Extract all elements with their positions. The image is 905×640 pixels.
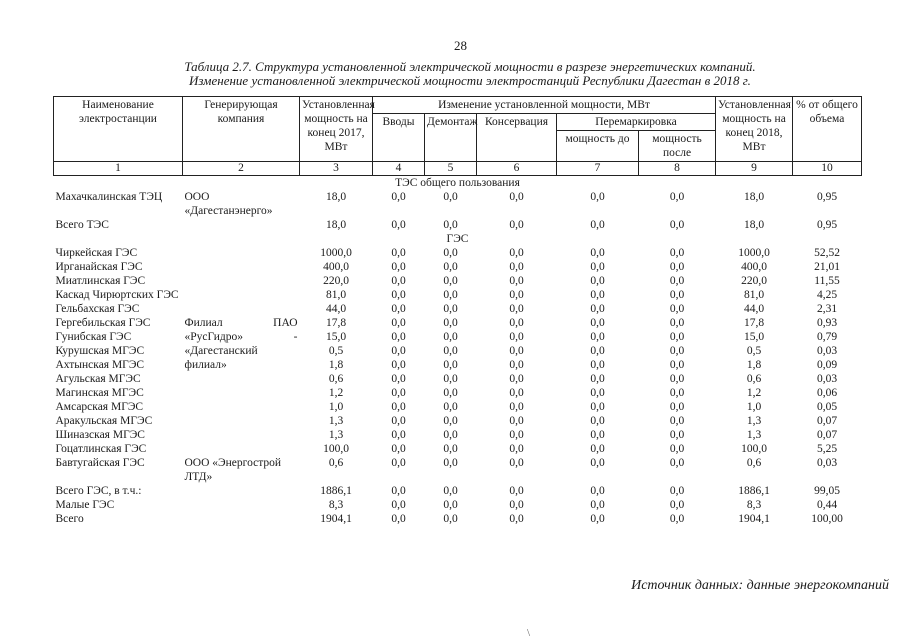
station-name: Махачкалинская ТЭЦ	[55, 191, 163, 203]
value-cell: 0,6	[746, 457, 762, 469]
value-cell: 0,0	[590, 331, 605, 343]
value-cell: 0,0	[391, 485, 406, 497]
value-cell: 0,0	[391, 191, 406, 203]
total-row	[54, 218, 862, 232]
value-cell: 0,06	[816, 387, 838, 399]
value-cell: 0,0	[509, 373, 524, 385]
station-name: Каскад Чирюртских ГЭС	[55, 289, 179, 301]
value-cell: 0,0	[509, 191, 524, 203]
station-name: Гоцатлинская ГЭС	[55, 443, 147, 455]
table-row	[54, 456, 862, 484]
value-cell: 1,0	[746, 401, 762, 413]
table-row	[54, 428, 862, 442]
value-cell: 0,0	[669, 289, 685, 301]
station-name: Ирганайская ГЭС	[55, 261, 143, 273]
value-cell: 0,0	[669, 261, 685, 273]
company-cell	[183, 512, 300, 526]
column-number: 7	[557, 162, 639, 176]
value-cell: 44,0	[743, 303, 765, 315]
value-cell: 0,0	[391, 317, 406, 329]
value-cell: 1000,0	[738, 247, 770, 259]
company-cell: «Дагестанский	[184, 345, 258, 357]
value-cell: 18,0	[743, 191, 765, 203]
value-cell: 21,01	[814, 261, 840, 273]
value-cell: 0,0	[509, 387, 524, 399]
value-cell: 0,44	[816, 499, 838, 511]
station-name: Всего	[55, 513, 84, 525]
station-name: Шиназская МГЭС	[55, 429, 145, 441]
total-row	[54, 484, 862, 498]
value-cell: 0,03	[816, 345, 838, 357]
value-cell: 0,0	[590, 317, 605, 329]
station-name: Аракульская МГЭС	[55, 415, 153, 427]
value-cell: 0,0	[443, 485, 458, 497]
header-share: % от общего объема	[793, 97, 862, 162]
table-row	[54, 442, 862, 456]
company-cell	[183, 260, 300, 274]
table-row	[54, 358, 862, 372]
column-number: 4	[373, 162, 425, 176]
table-row	[54, 260, 862, 274]
value-cell: 0,0	[391, 345, 406, 357]
value-cell: 17,8	[743, 317, 765, 329]
column-number: 6	[477, 162, 557, 176]
value-cell: 0,0	[669, 415, 685, 427]
company-cell	[183, 372, 300, 386]
value-cell: 0,0	[443, 247, 458, 259]
value-cell: 0,07	[816, 429, 838, 441]
value-cell: 400,0	[741, 261, 767, 273]
value-cell: 0,0	[590, 191, 605, 203]
section-tes-label: ТЭС общего пользования	[395, 177, 520, 189]
value-cell: 0,0	[669, 443, 685, 455]
header-conservation: Консервация	[477, 114, 557, 162]
value-cell: 11,55	[814, 275, 840, 287]
column-number: 3	[300, 162, 373, 176]
column-number: 1	[54, 162, 183, 176]
value-cell: 0,0	[443, 429, 458, 441]
value-cell: 0,0	[590, 443, 605, 455]
value-cell: 0,03	[816, 457, 838, 469]
value-cell: 0,0	[590, 485, 605, 497]
table-row	[54, 302, 862, 316]
value-cell: 0,0	[443, 289, 458, 301]
company-cell	[183, 414, 300, 428]
value-cell: 0,0	[443, 191, 458, 203]
value-cell: 0,0	[443, 415, 458, 427]
header-change-group: Изменение установленной мощности, МВт	[373, 97, 716, 114]
company-cell: филиал»	[184, 359, 227, 371]
value-cell: 0,0	[443, 443, 458, 455]
value-cell: 0,0	[391, 387, 406, 399]
value-cell: 220,0	[323, 275, 349, 287]
value-cell: 0,5	[328, 345, 344, 357]
value-cell: 0,0	[443, 331, 458, 343]
value-cell: 0,0	[669, 513, 685, 525]
value-cell: 0,0	[391, 219, 406, 231]
value-cell: 0,0	[509, 359, 524, 371]
value-cell: 2,31	[816, 303, 838, 315]
value-cell: 0,0	[669, 457, 685, 469]
value-cell: 0,0	[590, 261, 605, 273]
value-cell: 0,0	[391, 429, 406, 441]
source-note: Источник данных: данные энергокомпаний	[631, 578, 889, 593]
value-cell: 0,0	[443, 275, 458, 287]
value-cell: 0,0	[509, 499, 524, 511]
value-cell: 0,03	[816, 373, 838, 385]
value-cell: 0,0	[509, 247, 524, 259]
value-cell: 1886,1	[738, 485, 770, 497]
value-cell: 0,0	[590, 415, 605, 427]
value-cell: 0,0	[590, 219, 605, 231]
company-cell	[183, 218, 300, 232]
value-cell: 0,0	[443, 401, 458, 413]
value-cell: 0,95	[816, 191, 838, 203]
value-cell: 0,0	[669, 331, 685, 343]
value-cell: 0,0	[590, 401, 605, 413]
table-row	[54, 246, 862, 260]
section-ges-label: ГЭС	[446, 233, 469, 245]
column-number: 5	[425, 162, 477, 176]
page-number: 28	[454, 38, 467, 53]
value-cell: 0,0	[509, 275, 524, 287]
company-cell	[183, 400, 300, 414]
value-cell: 0,0	[590, 289, 605, 301]
company-cell	[183, 498, 300, 512]
table-row	[54, 288, 862, 302]
station-name: Малые ГЭС	[55, 499, 115, 511]
value-cell: 0,0	[509, 513, 524, 525]
value-cell: 0,0	[443, 513, 458, 525]
table-row	[54, 372, 862, 386]
header-power-before: мощность до	[557, 131, 639, 162]
company-cell: ООО «Дагестанэнерго»	[184, 191, 273, 217]
value-cell: 1,2	[746, 387, 762, 399]
value-cell: 0,0	[443, 359, 458, 371]
value-cell: 1000,0	[320, 247, 352, 259]
value-cell: 0,0	[669, 373, 685, 385]
value-cell: 44,0	[325, 303, 347, 315]
value-cell: 400,0	[323, 261, 349, 273]
value-cell: 0,0	[590, 345, 605, 357]
value-cell: 0,0	[669, 275, 685, 287]
value-cell: 0,0	[443, 303, 458, 315]
header-inputs: Вводы	[373, 114, 425, 162]
table-row	[54, 344, 862, 358]
value-cell: 0,0	[509, 219, 524, 231]
caption-line-2: Изменение установленной электрической мощности электростанций Республики Дагестан в 2018 г.	[189, 73, 751, 88]
column-number: 2	[183, 162, 300, 176]
value-cell: 0,0	[509, 415, 524, 427]
value-cell: 15,0	[743, 331, 765, 343]
station-name: Гельбахская ГЭС	[55, 303, 140, 315]
station-name: Ахтынская МГЭС	[55, 359, 145, 371]
total-row	[54, 512, 862, 526]
value-cell: 0,0	[590, 373, 605, 385]
value-cell: 0,0	[669, 303, 685, 315]
station-name: Всего ГЭС, в т.ч.:	[55, 485, 142, 497]
section-ges	[54, 232, 862, 246]
table-row	[54, 414, 862, 428]
value-cell: 1,3	[746, 415, 762, 427]
capacity-table	[53, 96, 862, 526]
value-cell: 1904,1	[738, 513, 770, 525]
value-cell: 0,0	[391, 415, 406, 427]
value-cell: 0,0	[443, 457, 458, 469]
value-cell: 100,0	[741, 443, 767, 455]
company-cell	[183, 302, 300, 316]
value-cell: 0,5	[746, 345, 762, 357]
column-number: 9	[716, 162, 793, 176]
company-cell: Филиал ПАО	[184, 317, 298, 329]
value-cell: 1,0	[328, 401, 344, 413]
total-row	[54, 498, 862, 512]
value-cell: 15,0	[325, 331, 347, 343]
value-cell: 0,0	[391, 401, 406, 413]
value-cell: 0,93	[816, 317, 838, 329]
value-cell: 0,0	[669, 485, 685, 497]
value-cell: 0,0	[509, 457, 524, 469]
value-cell: 0,0	[509, 401, 524, 413]
value-cell: 0,0	[669, 401, 685, 413]
value-cell: 0,0	[391, 289, 406, 301]
value-cell: 0,09	[816, 359, 838, 371]
station-name: Миатлинская ГЭС	[55, 275, 146, 287]
value-cell: 1,3	[328, 429, 344, 441]
value-cell: 0,0	[669, 247, 685, 259]
value-cell: 0,0	[391, 247, 406, 259]
company-cell: «РусГидро» -	[184, 331, 298, 343]
value-cell: 1,8	[746, 359, 762, 371]
value-cell: 0,0	[669, 387, 685, 399]
company-cell	[183, 274, 300, 288]
value-cell: 0,0	[590, 247, 605, 259]
value-cell: 0,0	[509, 345, 524, 357]
caption-line-1: Таблица 2.7. Структура установленной электрической мощности в разрезе энергетических компаний.	[184, 59, 756, 74]
value-cell: 0,0	[669, 359, 685, 371]
station-name: Всего ТЭС	[55, 219, 109, 231]
value-cell: 18,0	[325, 219, 347, 231]
column-numbers-row	[54, 162, 862, 176]
company-cell	[183, 246, 300, 260]
value-cell: 8,3	[328, 499, 344, 511]
value-cell: 0,0	[669, 219, 685, 231]
company-cell	[183, 442, 300, 456]
value-cell: 0,0	[669, 317, 685, 329]
table-row	[54, 386, 862, 400]
company-cell	[183, 288, 300, 302]
value-cell: 0,0	[590, 387, 605, 399]
station-name: Амсарская МГЭС	[55, 401, 144, 413]
value-cell: 0,0	[443, 317, 458, 329]
value-cell: 0,0	[669, 191, 685, 203]
station-name: Магинская МГЭС	[55, 387, 144, 399]
value-cell: 8,3	[746, 499, 762, 511]
company-cell	[183, 484, 300, 498]
value-cell: 0,0	[509, 331, 524, 343]
value-cell: 0,0	[391, 331, 406, 343]
station-name: Курушская МГЭС	[55, 345, 145, 357]
value-cell: 0,79	[816, 331, 838, 343]
stray-mark: \	[527, 627, 531, 639]
value-cell: 1,2	[328, 387, 344, 399]
station-name: Чиркейская ГЭС	[55, 247, 138, 259]
value-cell: 0,0	[509, 303, 524, 315]
station-name: Гергебильская ГЭС	[55, 317, 151, 329]
table-caption	[80, 60, 860, 88]
header-remarking: Перемаркировка	[557, 114, 716, 131]
header-installed-2017: Установленная мощность на конец 2017, МВт	[300, 97, 373, 162]
value-cell: 0,0	[590, 429, 605, 441]
value-cell: 0,0	[391, 261, 406, 273]
value-cell: 0,0	[669, 345, 685, 357]
station-name: Агульская МГЭС	[55, 373, 141, 385]
value-cell: 5,25	[816, 443, 838, 455]
station-name: Бавтугайская ГЭС	[55, 457, 145, 469]
table-row	[54, 400, 862, 414]
header-dismantling: Демонтаж	[425, 114, 477, 162]
value-cell: 0,0	[509, 261, 524, 273]
company-cell: ООО «Энергострой ЛТД»	[184, 457, 282, 483]
value-cell: 81,0	[325, 289, 347, 301]
value-cell: 1,8	[328, 359, 344, 371]
value-cell: 0,0	[443, 499, 458, 511]
value-cell: 0,0	[509, 485, 524, 497]
column-number: 10	[793, 162, 862, 176]
value-cell: 81,0	[743, 289, 765, 301]
value-cell: 0,0	[590, 359, 605, 371]
value-cell: 0,6	[328, 373, 344, 385]
value-cell: 0,0	[509, 443, 524, 455]
value-cell: 0,07	[816, 415, 838, 427]
value-cell: 0,0	[391, 359, 406, 371]
section-tes	[54, 176, 862, 191]
value-cell: 0,0	[391, 457, 406, 469]
value-cell: 0,6	[328, 457, 344, 469]
value-cell: 0,05	[816, 401, 838, 413]
value-cell: 220,0	[741, 275, 767, 287]
value-cell: 17,8	[325, 317, 347, 329]
value-cell: 0,0	[590, 499, 605, 511]
header-company: Генерирующая компания	[183, 97, 300, 162]
table-row	[54, 316, 862, 330]
value-cell: 0,0	[443, 345, 458, 357]
value-cell: 100,0	[323, 443, 349, 455]
value-cell: 0,95	[816, 219, 838, 231]
value-cell: 0,0	[391, 499, 406, 511]
value-cell: 0,0	[590, 513, 605, 525]
value-cell: 0,0	[509, 289, 524, 301]
value-cell: 0,0	[391, 303, 406, 315]
value-cell: 1886,1	[320, 485, 352, 497]
value-cell: 0,0	[443, 373, 458, 385]
value-cell: 0,0	[443, 387, 458, 399]
table-row	[54, 274, 862, 288]
value-cell: 1,3	[746, 429, 762, 441]
value-cell: 0,0	[669, 429, 685, 441]
value-cell: 0,0	[443, 261, 458, 273]
company-cell	[183, 428, 300, 442]
value-cell: 1,3	[328, 415, 344, 427]
value-cell: 0,0	[509, 317, 524, 329]
value-cell: 52,52	[814, 247, 840, 259]
table-body	[54, 162, 862, 527]
value-cell: 1904,1	[320, 513, 352, 525]
value-cell: 0,0	[590, 275, 605, 287]
value-cell: 0,0	[391, 373, 406, 385]
value-cell: 0,0	[391, 275, 406, 287]
table-row	[54, 190, 862, 218]
header-power-after: мощность после	[639, 131, 716, 162]
value-cell: 18,0	[743, 219, 765, 231]
header-installed-2018: Установленная мощность на конец 2018, МВт	[716, 97, 793, 162]
value-cell: 4,25	[816, 289, 838, 301]
table-row	[54, 330, 862, 344]
company-cell	[183, 386, 300, 400]
value-cell: 0,0	[509, 429, 524, 441]
value-cell: 0,0	[391, 443, 406, 455]
column-number: 8	[639, 162, 716, 176]
value-cell: 0,0	[590, 303, 605, 315]
value-cell: 0,0	[443, 219, 458, 231]
value-cell: 18,0	[325, 191, 347, 203]
value-cell: 0,6	[746, 373, 762, 385]
value-cell: 0,0	[590, 457, 605, 469]
value-cell: 99,05	[814, 485, 840, 497]
station-name: Гунибская ГЭС	[55, 331, 132, 343]
value-cell: 100,00	[811, 513, 843, 525]
value-cell: 0,0	[391, 513, 406, 525]
value-cell: 0,0	[669, 499, 685, 511]
header-name: Наименование электростанции	[54, 97, 183, 162]
